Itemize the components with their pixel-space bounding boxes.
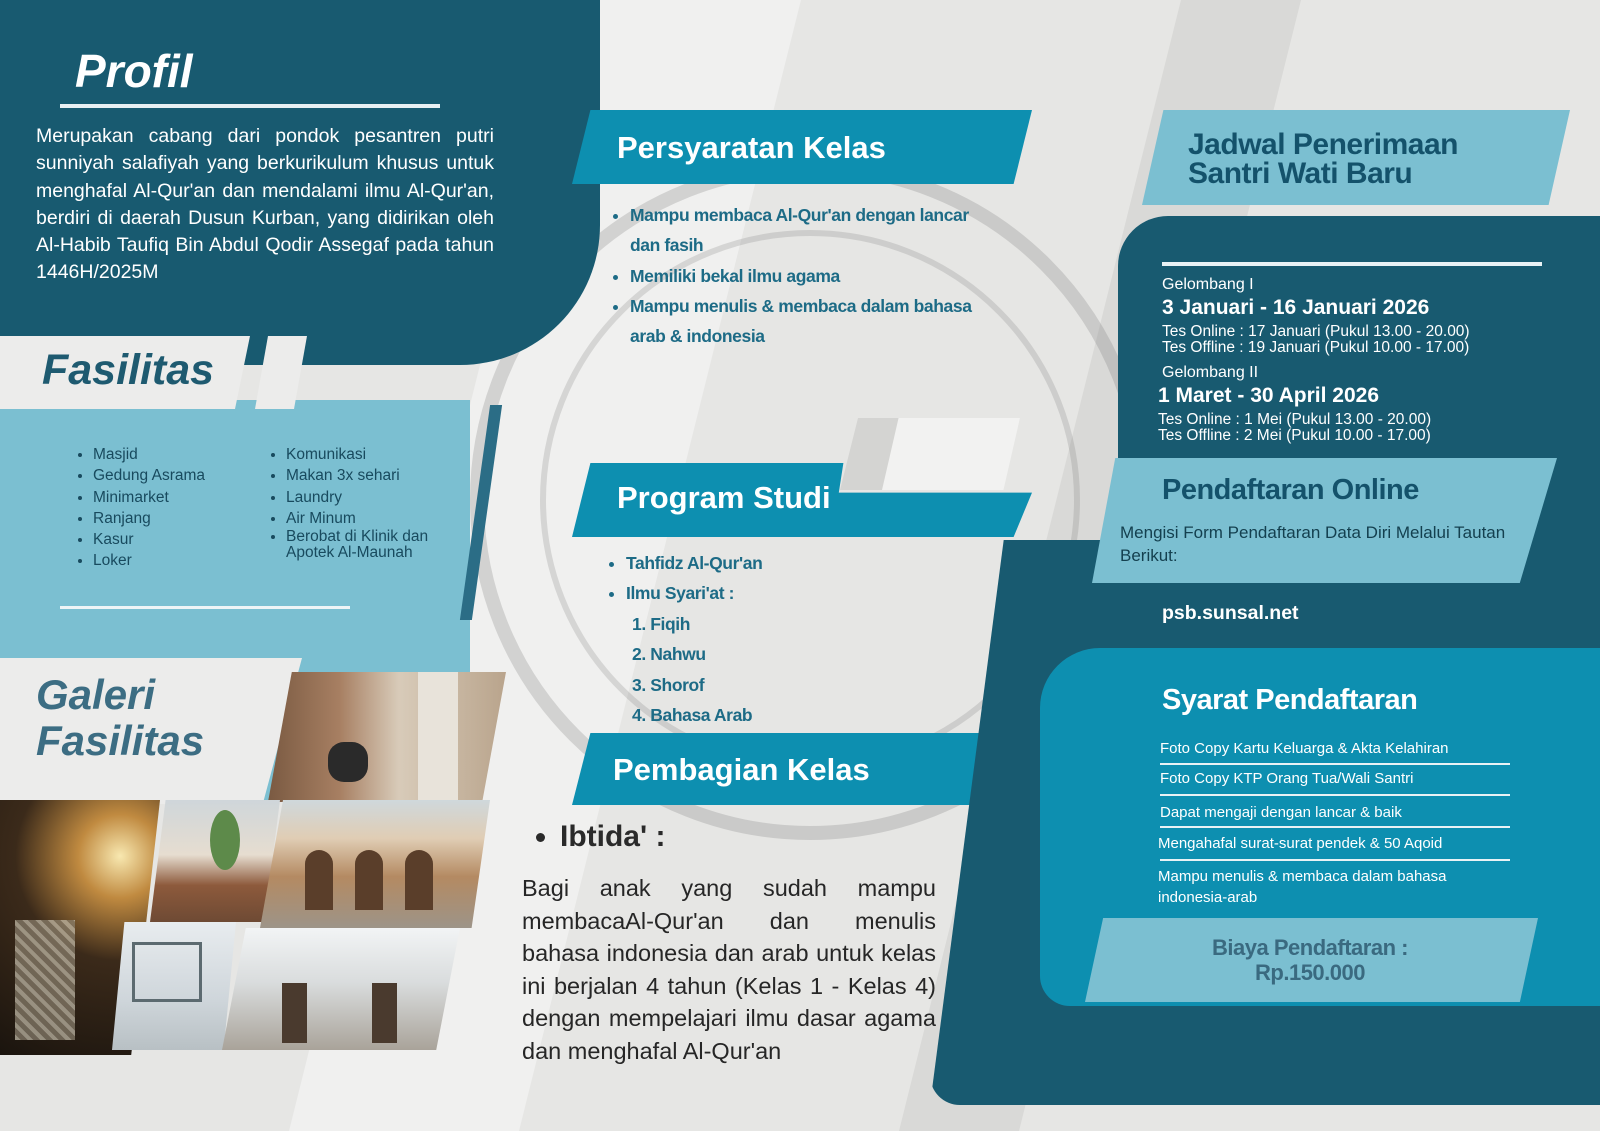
program-list <box>608 548 762 609</box>
divider <box>60 104 440 108</box>
gelombang-1: Gelombang I 3 Januari - 16 Januari 2026 Tes Online : 17 Januari (Pukul 13.00 - 20.00) Tes Offline : 19 Januari (Pukul 10.00 - 17.00) <box>1162 276 1470 356</box>
list-item: • Ibtida' : <box>560 820 665 854</box>
list-item: • Mampu membaca Al-Qur'an dengan lancar dan fasih <box>630 200 997 261</box>
profil-text: Merupakan cabang dari pondok pesantren putri sunniyah salafiyah yang berkurikulum khusus untuk menghafal Al-Qur'an dan mendalami ilmu Al-Qur'an, berdiri di daerah Dusun Kurban, yang didirikan oleh Al-Habib Taufiq Bin Abdul Qodir Assegaf pada tahun 1446H/2025M <box>36 125 494 284</box>
divider <box>1160 826 1510 828</box>
list-item: 1. Fiqih <box>632 614 691 634</box>
pembagian-text: Bagi anak yang sudah mampu membacaAl-Qur'an dan menulis bahasa indonesia dan arab untuk kelas ini berjalan 4 tahun (Kelas 1 - Kelas 4) dengan mempelajari ilmu dasar agama dan menghafal Al-Qur'an <box>522 875 936 1064</box>
pembagian-title: Pembagian Kelas <box>613 752 870 787</box>
divider <box>1160 794 1510 796</box>
pendaftaran-text: Mengisi Form Pendaftaran Data Diri Melalui Tautan Berikut: <box>1120 523 1506 565</box>
list-item: • Komunikasi <box>286 444 448 465</box>
syarat-title: Syarat Pendaftaran <box>1162 684 1418 716</box>
gallery-photo-beds <box>112 922 236 1050</box>
gallery-photo-building <box>150 800 280 922</box>
list-item: • Air Minum <box>286 508 448 529</box>
list-item: • Gedung Asrama <box>93 465 205 486</box>
persyaratan-list <box>612 200 997 351</box>
gallery-photo-corridor <box>268 672 506 802</box>
fasilitas-list-1 <box>75 444 205 572</box>
list-item: • Minimarket <box>93 487 205 508</box>
jadwal-title: Jadwal Penerimaan Santri Wati Baru <box>1188 128 1458 190</box>
list-item: • Mampu menulis & membaca dalam bahasa arab & indonesia <box>630 291 997 352</box>
fasilitas-title: Fasilitas <box>42 346 215 394</box>
list-item: • Makan 3x sehari <box>286 465 448 486</box>
program-accent-light <box>882 418 1020 490</box>
list-item: 2. Nahwu <box>632 644 706 665</box>
list-item: 3. Shorof <box>632 674 705 695</box>
registration-link[interactable]: psb.sunsal.net <box>1162 602 1299 624</box>
list-item: • Masjid <box>93 444 205 465</box>
biaya-text: Biaya Pendaftaran : Rp.150.000 <box>1212 935 1408 985</box>
syarat-item: Foto Copy Kartu Keluarga & Akta Kelahiran <box>1160 740 1449 757</box>
list-item: • Ranjang <box>93 508 205 529</box>
list-item: • Tahfidz Al-Qur'an <box>626 548 762 578</box>
divider <box>1162 262 1542 266</box>
program-title: Program Studi <box>617 480 831 515</box>
list-item: • Ilmu Syari'at : <box>626 578 762 608</box>
list-item: • Memiliki bekal ilmu agama <box>630 261 997 291</box>
pendaftaran-title: Pendaftaran Online <box>1162 474 1419 506</box>
fasilitas-list-2 <box>268 444 448 561</box>
list-item: 4. Bahasa Arab <box>632 704 753 725</box>
list-item: • Kasur <box>93 529 205 550</box>
divider <box>1160 859 1510 861</box>
gallery-photo-arches <box>260 800 490 928</box>
persyaratan-title: Persyaratan Kelas <box>617 130 886 165</box>
list-item: • Laundry <box>286 487 448 508</box>
syarat-item: Mampu menulis & membaca dalam bahasa indonesia-arab <box>1158 868 1447 906</box>
syarat-item: Dapat mengaji dengan lancar & baik <box>1160 804 1402 821</box>
divider <box>1160 763 1510 765</box>
profil-title: Profil <box>75 45 193 97</box>
pembagian-level <box>540 820 665 854</box>
list-item: • Berobat di Klinik dan Apotek Al-Maunah <box>286 529 448 561</box>
divider <box>60 606 350 609</box>
list-item: • Loker <box>93 550 205 571</box>
galeri-title: Galeri Fasilitas <box>36 671 205 764</box>
gallery-photo-room <box>222 928 460 1050</box>
syarat-item: Foto Copy KTP Orang Tua/Wali Santri <box>1160 770 1414 787</box>
syarat-item: Mengahafal surat-surat pendek & 50 Aqoid <box>1158 835 1443 852</box>
gelombang-2: Gelombang II 1 Maret - 30 April 2026 Tes Online : 1 Mei (Pukul 13.00 - 20.00) Tes Offline : 2 Mei (Pukul 10.00 - 17.00) <box>1158 364 1432 444</box>
program-sub-list <box>632 609 752 730</box>
